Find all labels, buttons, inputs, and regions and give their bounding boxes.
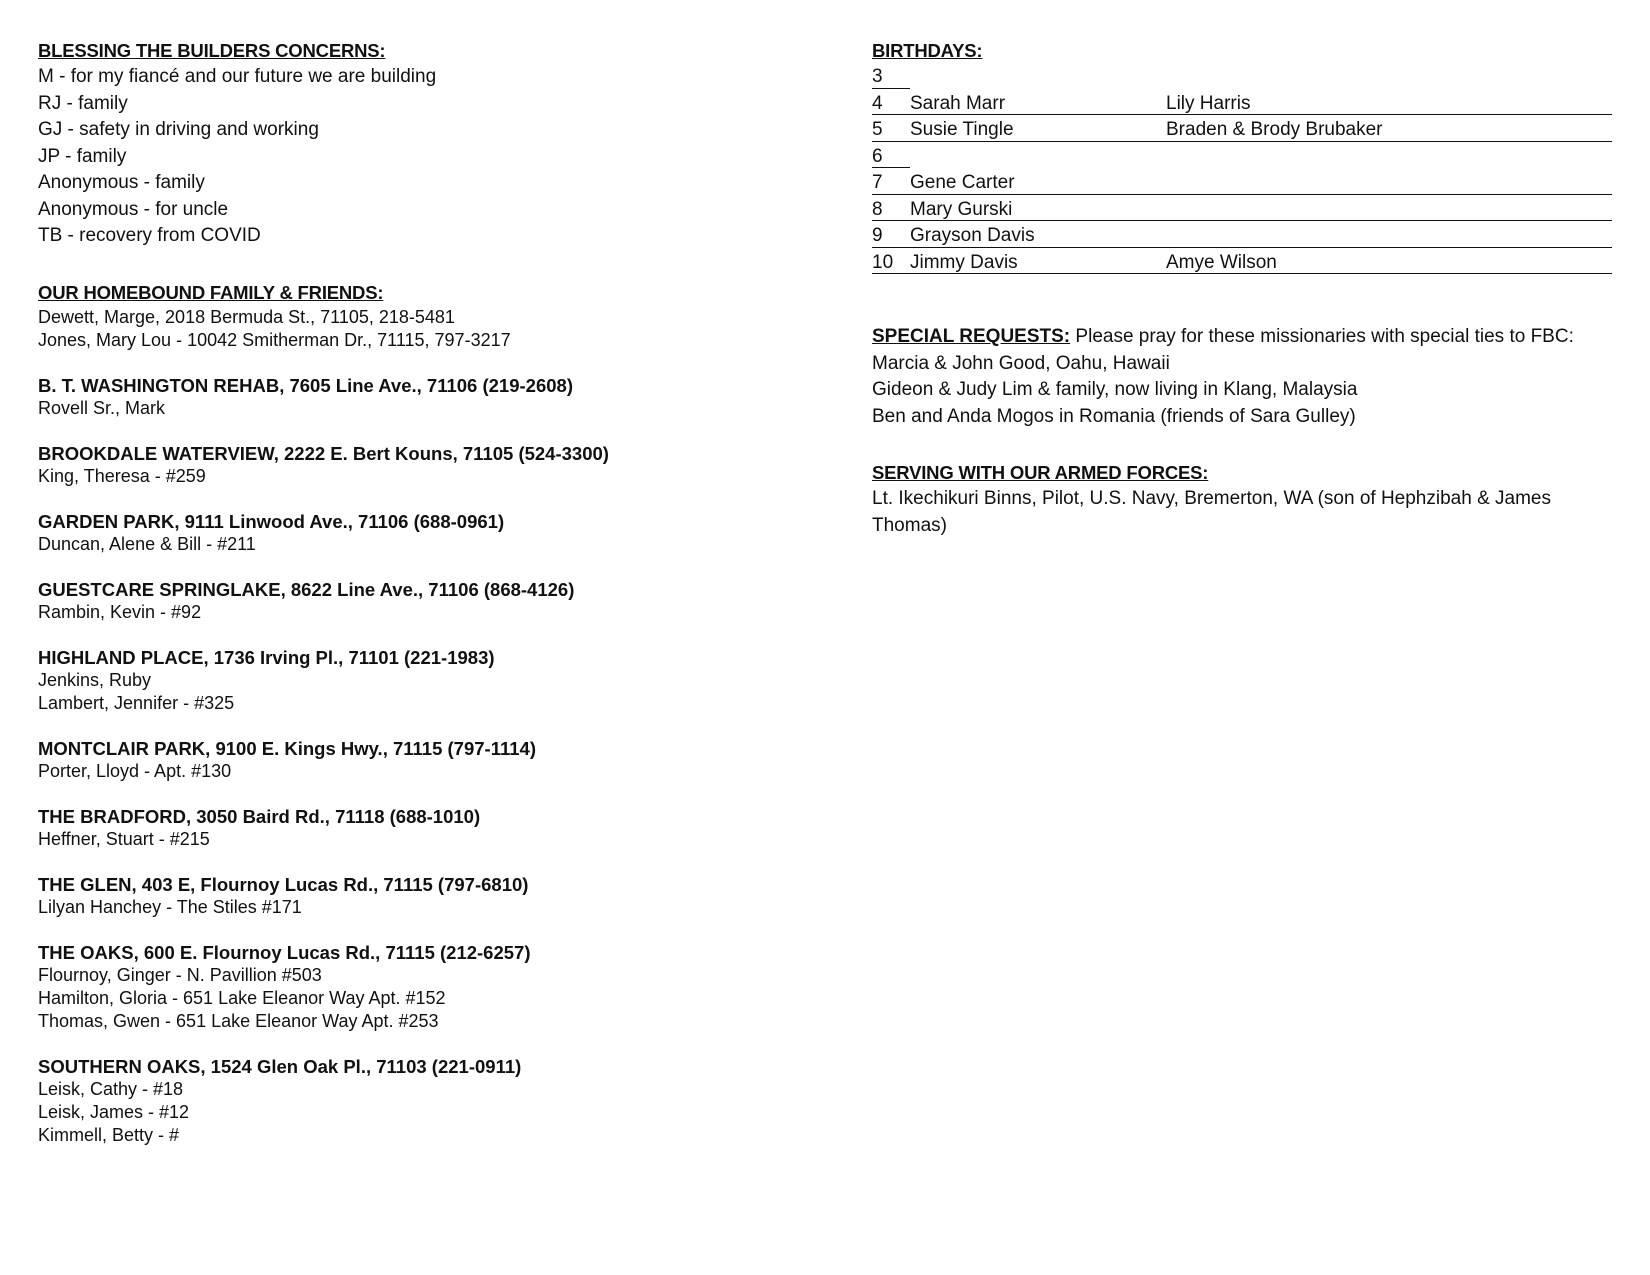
missionary-item: Marcia & John Good, Oahu, Hawaii bbox=[872, 352, 1170, 374]
birthday-day: 3 bbox=[872, 66, 883, 87]
facility-block bbox=[38, 510, 798, 556]
facility-block bbox=[38, 442, 798, 488]
birthdays-heading: BIRTHDAYS: bbox=[872, 40, 983, 61]
facility-block bbox=[38, 737, 798, 783]
birthday-day: 8 bbox=[872, 198, 883, 220]
birthday-row bbox=[872, 170, 1612, 197]
special-requests-intro bbox=[872, 324, 1612, 351]
homebound-heading: OUR HOMEBOUND FAMILY & FRIENDS: bbox=[38, 281, 384, 303]
facility-name: B. T. WASHINGTON REHAB, 7605 Line Ave., 71106 (219-2608) bbox=[38, 374, 573, 396]
facility-resident: Kimmell, Betty - # bbox=[38, 1124, 180, 1145]
birthday-name: Susie Tingle bbox=[910, 119, 1014, 140]
birthday-day: 6 bbox=[872, 145, 883, 167]
facility-name: HIGHLAND PLACE, 1736 Irving Pl., 71101 (221-1983) bbox=[38, 646, 495, 668]
facility-resident: Hamilton, Gloria - 651 Lake Eleanor Way Apt. #152 bbox=[38, 987, 446, 1008]
facility-block bbox=[38, 805, 798, 851]
facility-name: BROOKDALE WATERVIEW, 2222 E. Bert Kouns, 71105 (524-3300) bbox=[38, 442, 609, 464]
birthday-day: 7 bbox=[872, 172, 883, 193]
birthday-row bbox=[872, 144, 1612, 171]
birthday-row bbox=[872, 250, 1612, 277]
special-requests-section bbox=[872, 324, 1612, 430]
facility-resident: Jenkins, Ruby bbox=[38, 669, 152, 690]
concern-item: Anonymous - family bbox=[38, 172, 205, 193]
facility-resident: Rambin, Kevin - #92 bbox=[38, 601, 202, 622]
birthday-row bbox=[872, 117, 1612, 144]
missionary-item: Gideon & Judy Lim & family, now living in Klang, Malaysia bbox=[872, 379, 1358, 400]
concern-item: Anonymous - for uncle bbox=[38, 198, 229, 220]
armed-forces-text: Lt. Ikechikuri Binns, Pilot, U.S. Navy, Bremerton, WA (son of Hephzibah & James Thomas) bbox=[872, 488, 1551, 536]
concern-item: GJ - safety in driving and working bbox=[38, 119, 319, 140]
concerns-section bbox=[38, 38, 798, 250]
homebound-item: Dewett, Marge, 2018 Bermuda St., 71105, 218-5481 bbox=[38, 306, 455, 327]
left-column bbox=[38, 38, 798, 1147]
birthday-name: Amye Wilson bbox=[1166, 251, 1277, 273]
facility-resident: Flournoy, Ginger - N. Pavillion #503 bbox=[38, 964, 322, 985]
birthday-day: 9 bbox=[872, 225, 883, 246]
concerns-heading: BLESSING THE BUILDERS CONCERNS: bbox=[38, 40, 386, 61]
facility-block bbox=[38, 578, 798, 624]
facility-resident: Leisk, Cathy - #18 bbox=[38, 1078, 184, 1099]
facility-name: MONTCLAIR PARK, 9100 E. Kings Hwy., 71115 (797-1114) bbox=[38, 737, 536, 759]
birthday-name: Mary Gurski bbox=[910, 198, 1013, 220]
armed-forces-heading: SERVING WITH OUR ARMED FORCES: bbox=[872, 462, 1209, 483]
facility-resident: Heffner, Stuart - #215 bbox=[38, 828, 210, 849]
birthday-day: 10 bbox=[872, 251, 894, 273]
right-column bbox=[872, 38, 1612, 539]
birthday-name: Sarah Marr bbox=[910, 92, 1006, 114]
facility-block bbox=[38, 374, 798, 420]
facility-name: THE BRADFORD, 3050 Baird Rd., 71118 (688-1010) bbox=[38, 805, 481, 827]
birthday-row bbox=[872, 64, 1612, 91]
special-requests-text: Please pray for these missionaries with special ties to FBC: bbox=[1070, 326, 1574, 347]
facility-name: GARDEN PARK, 9111 Linwood Ave., 71106 (688-0961) bbox=[38, 510, 505, 532]
facility-resident: Leisk, James - #12 bbox=[38, 1101, 190, 1122]
concern-item: M - for my fiancé and our future we are building bbox=[38, 66, 437, 87]
birthday-name: Jimmy Davis bbox=[910, 251, 1018, 273]
facility-resident: Lilyan Hanchey - The Stiles #171 bbox=[38, 896, 302, 917]
facility-block bbox=[38, 1055, 798, 1147]
birthday-row bbox=[872, 197, 1612, 224]
birthday-name: Gene Carter bbox=[910, 172, 1015, 193]
facility-resident: King, Theresa - #259 bbox=[38, 465, 206, 486]
facility-resident: Lambert, Jennifer - #325 bbox=[38, 692, 235, 713]
concern-item: RJ - family bbox=[38, 92, 128, 114]
facility-block bbox=[38, 941, 798, 1033]
facility-block bbox=[38, 873, 798, 919]
special-requests-heading: SPECIAL REQUESTS: bbox=[872, 326, 1071, 347]
facility-resident: Rovell Sr., Mark bbox=[38, 397, 166, 418]
birthday-name: Grayson Davis bbox=[910, 225, 1035, 246]
birthday-row bbox=[872, 223, 1612, 250]
homebound-item: Jones, Mary Lou - 10042 Smitherman Dr., 71115, 797-3217 bbox=[38, 329, 511, 350]
facility-name: SOUTHERN OAKS, 1524 Glen Oak Pl., 71103 (221-0911) bbox=[38, 1055, 522, 1077]
birthday-day: 4 bbox=[872, 92, 883, 114]
birthday-name: Lily Harris bbox=[1166, 92, 1251, 114]
facility-name: GUESTCARE SPRINGLAKE, 8622 Line Ave., 71106 (868-4126) bbox=[38, 578, 575, 600]
facility-resident: Thomas, Gwen - 651 Lake Eleanor Way Apt. #253 bbox=[38, 1010, 439, 1031]
facility-block bbox=[38, 646, 798, 715]
homebound-section bbox=[38, 280, 798, 352]
armed-forces-section bbox=[872, 460, 1612, 539]
facility-resident: Duncan, Alene & Bill - #211 bbox=[38, 533, 256, 554]
facility-resident: Porter, Lloyd - Apt. #130 bbox=[38, 760, 232, 781]
birthday-row bbox=[872, 91, 1612, 118]
birthday-name: Braden & Brody Brubaker bbox=[1166, 119, 1383, 140]
missionary-item: Ben and Anda Mogos in Romania (friends of Sara Gulley) bbox=[872, 405, 1356, 427]
concern-item: TB - recovery from COVID bbox=[38, 225, 261, 246]
facility-name: THE OAKS, 600 E. Flournoy Lucas Rd., 71115 (212-6257) bbox=[38, 941, 531, 963]
facility-name: THE GLEN, 403 E, Flournoy Lucas Rd., 71115 (797-6810) bbox=[38, 873, 529, 895]
birthdays-section bbox=[872, 38, 1612, 276]
concern-item: JP - family bbox=[38, 145, 127, 167]
birthday-day: 5 bbox=[872, 119, 883, 140]
